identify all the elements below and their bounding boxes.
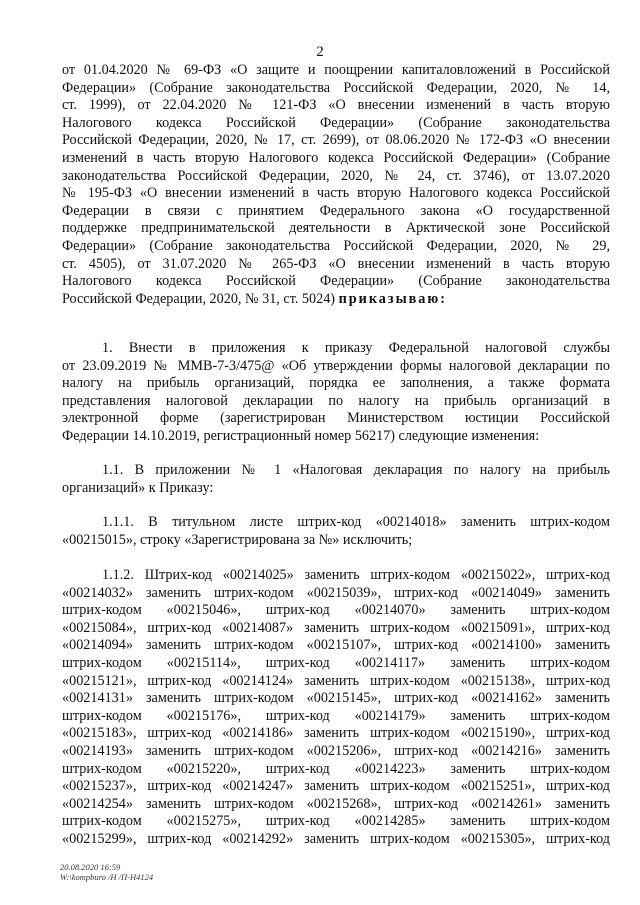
closing-text: Российской Федерации, 2020, № 31, ст. 5024): [62, 290, 336, 307]
text-line: ст. 1999), от 22.04.2020 № 121-ФЗ «О внесении изменений в часть вторую: [62, 97, 610, 114]
text-line: Федерации 14.10.2019, регистрационный номер 56217) следующие изменения:: [62, 427, 540, 444]
text-line: 1.1.1. В титульном листе штрих-код «00214018» заменить штрих-кодом: [102, 514, 610, 530]
footer-date: 20.08.2020 16:59: [60, 862, 121, 872]
text-line: Федерации в связи с принятием Федерального закона «О государственной: [62, 202, 610, 219]
text-line: 1.1. В приложении № 1 «Налоговая декларация по налогу на прибыль: [102, 462, 610, 478]
text-line: «00214131» заменить штрих-кодом «00215145», штрих-код «00214162» заменить: [62, 690, 610, 707]
text-line: налогу на прибыль организаций, порядка ее заполнения, а также формата: [62, 375, 610, 392]
text-line: штрих-кодом «00215275», штрих-код «00214285» заменить штрих-кодом: [62, 813, 610, 830]
text-line: Федерации» (Собрание законодательства Российской Федерации, 2020, № 29,: [62, 237, 610, 254]
text-line: штрих-кодом «00215220», штрих-код «00214223» заменить штрих-кодом: [62, 760, 610, 777]
text-line: от 23.09.2019 № ММВ-7-3/475@ «Об утверждении формы налоговой декларации по: [62, 357, 610, 374]
text-line: 1. Внести в приложения к приказу Федеральной налоговой службы: [102, 340, 610, 356]
text-line: Налогового кодекса Российской Федерации» (Собрание законодательства: [62, 114, 610, 131]
text-line: организаций» к Приказу:: [62, 479, 214, 496]
text-line: от 01.04.2020 № 69-ФЗ «О защите и поощрении капиталовложений в Российской: [62, 62, 610, 78]
text-line: «00215015», строку «Зарегистрирована за №» исключить;: [62, 531, 413, 548]
item-1-1-1-paragraph: [62, 514, 610, 549]
text-line: «00215084», штрих-код «00214087» заменить штрих-кодом «00215091», штрих-код: [62, 619, 610, 636]
text-line: «00214094» заменить штрих-кодом «00215107», штрих-код «00214100» заменить: [62, 637, 610, 654]
text-line: законодательства Российской Федерации, 2020, № 24, ст. 3746), от 13.07.2020: [62, 167, 610, 184]
footer-path: W:\kompburo /Н /П-Н4124: [60, 872, 154, 882]
text-line: «00214193» заменить штрих-кодом «00215206», штрих-код «00214216» заменить: [62, 742, 610, 759]
item-1-1-2-paragraph: [62, 567, 610, 849]
text-line: ст. 4505), от 31.07.2020 № 265-ФЗ «О внесении изменений в часть вторую: [62, 255, 610, 272]
text-line: представления налоговой декларации по налогу на прибыль организаций в: [62, 392, 610, 409]
page-number: 2: [316, 44, 324, 60]
item-1-paragraph: [62, 340, 610, 446]
text-line: «00214032» заменить штрих-кодом «00215039», штрих-код «00214049» заменить: [62, 584, 610, 601]
text-line: «00215237», штрих-код «00214247» заменить штрих-кодом «00215251», штрих-код: [62, 778, 610, 795]
text-line: штрих-кодом «00215114», штрих-код «00214117» заменить штрих-кодом: [62, 654, 610, 671]
text-line: Налогового кодекса Российской Федерации» (Собрание законодательства: [62, 273, 610, 290]
text-line: Федерации» (Собрание законодательства Российской Федерации, 2020, № 14,: [62, 79, 610, 96]
document-footer: [60, 862, 153, 882]
text-line: штрих-кодом «00215046», штрих-код «00214070» заменить штрих-кодом: [62, 602, 610, 619]
text-line: [62, 291, 610, 309]
intro-paragraph: [62, 62, 610, 308]
text-line: изменений в часть вторую Налогового кодекса Российской Федерации» (Собрание: [62, 149, 610, 166]
text-line: поддержке предпринимательской деятельности в Арктической зоне Российской: [62, 220, 610, 237]
text-line: № 195-ФЗ «О внесении изменений в часть вторую Налогового кодекса Российской: [62, 185, 610, 202]
text-line: «00215121», штрих-код «00214124» заменить штрих-кодом «00215138», штрих-код: [62, 672, 610, 689]
text-line: электронной форме (зарегистрирован Министерством юстиции Российской: [62, 410, 610, 427]
text-line: «00214254» заменить штрих-кодом «00215268», штрих-код «00214261» заменить: [62, 795, 610, 812]
text-line: «00215183», штрих-код «00214186» заменить штрих-кодом «00215190», штрих-код: [62, 725, 610, 742]
order-word: приказываю:: [338, 290, 447, 307]
text-line: штрих-кодом «00215176», штрих-код «00214179» заменить штрих-кодом: [62, 707, 610, 724]
text-line: 1.1.2. Штрих-код «00214025» заменить штрих-кодом «00215022», штрих-код: [102, 567, 610, 583]
text-line: Российской Федерации, 2020, № 17, ст. 2699), от 08.06.2020 № 172-ФЗ «О внесении: [62, 132, 610, 149]
item-1-1-paragraph: [62, 462, 610, 497]
text-line: «00215299», штрих-код «00214292» заменить штрих-кодом «00215305», штрих-код: [62, 830, 610, 847]
